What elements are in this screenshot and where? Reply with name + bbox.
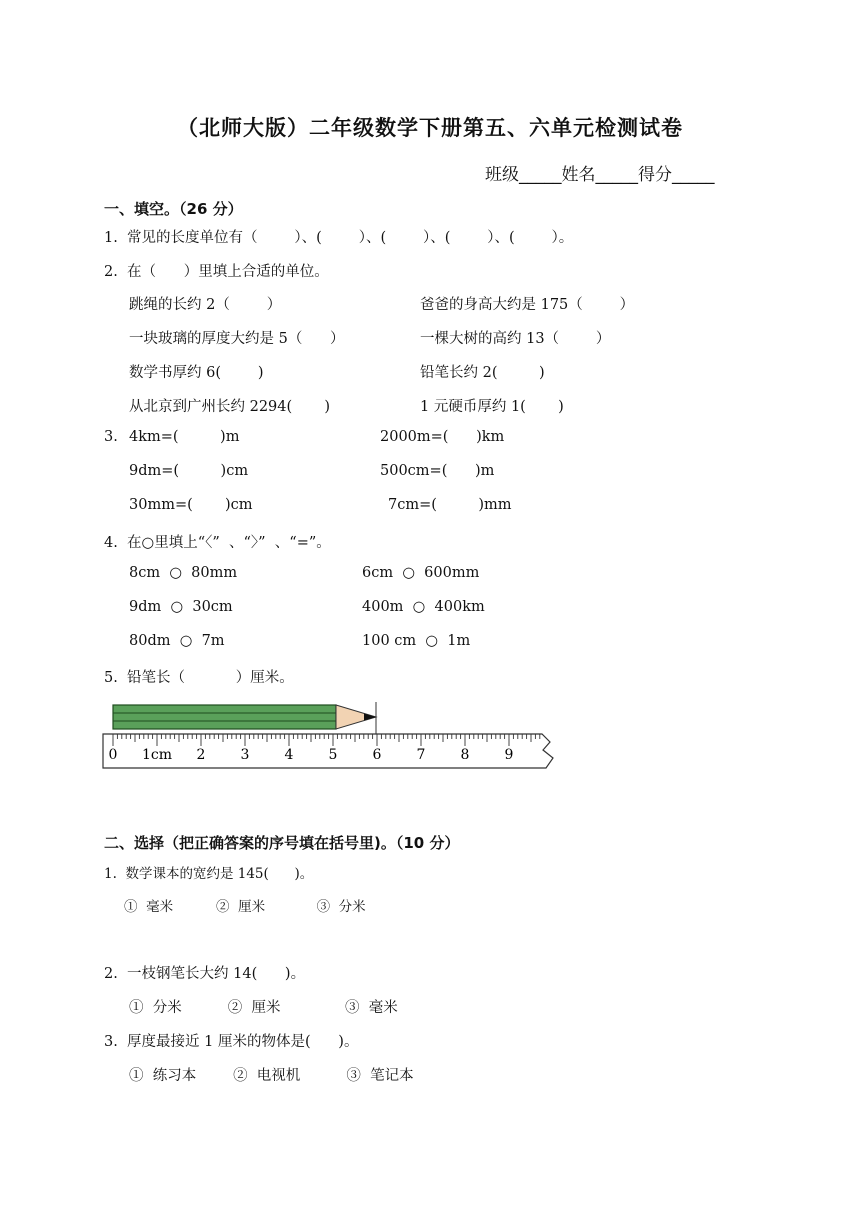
page-title: （北师大版）二年级数学下册第五、六单元检测试卷 — [177, 116, 683, 140]
pencil-ruler-figure — [98, 698, 568, 772]
q2-item-3: 一块玻璃的厚度大约是 5（ ） — [129, 331, 345, 347]
ruler-label-1: 1cm — [141, 747, 173, 763]
q4-item-3: 9dm ○ 30cm — [129, 599, 233, 615]
ruler-label-0: 0 — [108, 747, 118, 763]
question-1-4: 4. 在○里填上“〈” 、“〉” 、“=”。 — [104, 535, 331, 551]
q2-item-8: 1 元硬币厚约 1( ) — [420, 399, 564, 415]
ruler-label-4: 4 — [284, 747, 294, 763]
student-info-line: 班级_____姓名_____得分_____ — [485, 165, 715, 185]
q2-item-1: 跳绳的长约 2（ ） — [129, 297, 282, 313]
ruler-label-9: 9 — [504, 747, 514, 763]
question-2-2: 2. 一枝钢笔长大约 14( )。 — [104, 966, 306, 982]
ruler-label-8: 8 — [460, 747, 470, 763]
question-1-3-number: 3. — [104, 429, 118, 445]
question-2-1-options: ① 毫米 ② 厘米 ③ 分米 — [124, 899, 366, 915]
q2-item-2: 爸爸的身高大约是 175（ ） — [420, 297, 635, 313]
question-1-1: 1. 常见的长度单位有（ ）、( ）、( ）、( ）、( ）。 — [104, 230, 574, 246]
question-2-3-options: ① 练习本 ② 电视机 ③ 笔记本 — [129, 1068, 414, 1084]
q3-item-2: 2000m=( )km — [380, 429, 505, 445]
ruler-label-6: 6 — [372, 747, 382, 763]
q4-item-4: 400m ○ 400km — [362, 599, 485, 615]
q3-item-5: 30mm=( )cm — [129, 497, 253, 513]
q2-item-4: 一棵大树的高约 13（ ） — [420, 331, 611, 347]
section-2-heading: 二、选择（把正确答案的序号填在括号里)。（10 分） — [104, 834, 460, 852]
q4-item-6: 100 cm ○ 1m — [362, 633, 471, 649]
pencil-illustration — [113, 702, 376, 734]
q2-item-7: 从北京到广州长约 2294( ) — [129, 399, 331, 415]
q4-item-2: 6cm ○ 600mm — [362, 565, 480, 581]
ruler-label-5: 5 — [328, 747, 338, 763]
question-2-1: 1. 数学课本的宽约是 145( )。 — [104, 866, 314, 882]
q3-item-1: 4km=( )m — [129, 429, 240, 445]
question-1-5: 5. 铅笔长（ ）厘米。 — [104, 670, 294, 686]
q4-item-1: 8cm ○ 80mm — [129, 565, 238, 581]
ruler-label-2: 2 — [196, 747, 206, 763]
q3-item-3: 9dm=( )cm — [129, 463, 249, 479]
question-1-2: 2. 在（ ）里填上合适的单位。 — [104, 264, 329, 280]
question-2-3: 3. 厚度最接近 1 厘米的物体是( )。 — [104, 1034, 359, 1050]
q3-item-4: 500cm=( )m — [380, 463, 495, 479]
question-2-2-options: ① 分米 ② 厘米 ③ 毫米 — [129, 1000, 398, 1016]
ruler-label-3: 3 — [240, 747, 250, 763]
ruler-label-7: 7 — [416, 747, 426, 763]
q3-item-6: 7cm=( )mm — [388, 497, 512, 513]
q2-item-6: 铅笔长约 2( ) — [420, 365, 545, 381]
q2-item-5: 数学书厚约 6( ) — [129, 365, 264, 381]
section-1-heading: 一、填空。（26 分） — [104, 200, 243, 218]
q4-item-5: 80dm ○ 7m — [129, 633, 225, 649]
